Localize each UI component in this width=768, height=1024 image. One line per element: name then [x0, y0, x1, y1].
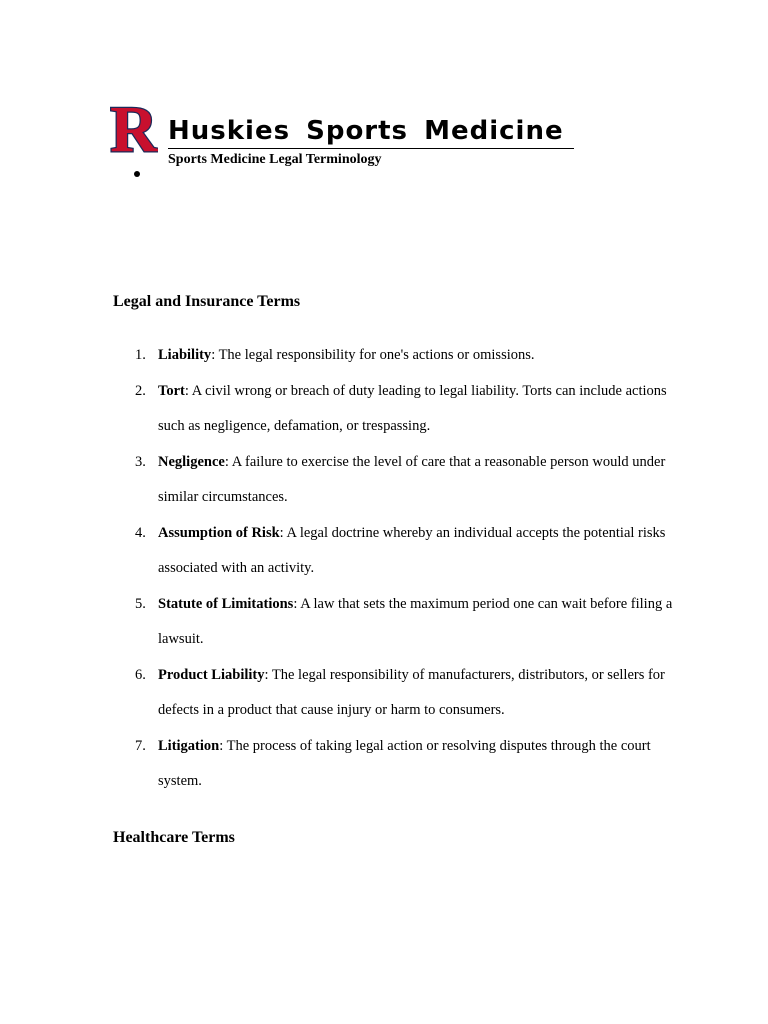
term-definition: : A legal doctrine whereby an individual accepts the potential risks associated with an activity.	[158, 524, 666, 576]
term-name: Tort	[158, 382, 185, 399]
term-name: Liability	[158, 347, 212, 363]
term-definition: : A civil wrong or breach of duty leading to legal liability. Torts can include actions such as negligence, defamation, or trespassing.	[158, 382, 667, 434]
document-title: Huskies Sports Medicine	[168, 114, 574, 149]
term-definition: : The process of taking legal action or resolving disputes through the court system.	[158, 737, 651, 789]
item-number: 4.	[135, 524, 146, 541]
term-definition: : A failure to exercise the level of care that a reasonable person would under similar circumstances.	[158, 453, 666, 505]
list-item	[113, 338, 673, 374]
r-logo	[110, 98, 158, 158]
list-item	[113, 729, 673, 800]
item-number: 1.	[135, 347, 146, 363]
list-item	[113, 374, 673, 445]
bullet-point	[134, 171, 140, 177]
list-item	[113, 516, 673, 587]
item-number: 2.	[135, 382, 146, 399]
legal-terms-list	[113, 338, 673, 800]
term-name: Litigation	[158, 737, 220, 754]
term-name: Assumption of Risk	[158, 524, 280, 541]
list-item	[113, 658, 673, 729]
item-number: 7.	[135, 737, 146, 754]
section-heading-healthcare: Healthcare Terms	[113, 829, 235, 846]
term-definition: : The legal responsibility for one's actions or omissions.	[211, 347, 535, 363]
item-number: 6.	[135, 666, 146, 683]
logo-letter: R	[110, 98, 158, 158]
item-number: 3.	[135, 453, 146, 470]
term-name: Product Liability	[158, 666, 265, 683]
term-definition: : The legal responsibility of manufacturers, distributors, or sellers for defects in a product that cause injury or harm to consumers.	[158, 666, 665, 718]
term-definition: : A law that sets the maximum period one can wait before filing a lawsuit.	[158, 595, 673, 647]
list-item	[113, 587, 673, 658]
list-item	[113, 445, 673, 516]
section-heading-legal: Legal and Insurance Terms	[113, 293, 301, 310]
term-name: Negligence	[158, 453, 225, 470]
document-subtitle: Sports Medicine Legal Terminology	[168, 152, 382, 167]
item-number: 5.	[135, 595, 146, 612]
term-name: Statute of Limitations	[158, 595, 294, 612]
